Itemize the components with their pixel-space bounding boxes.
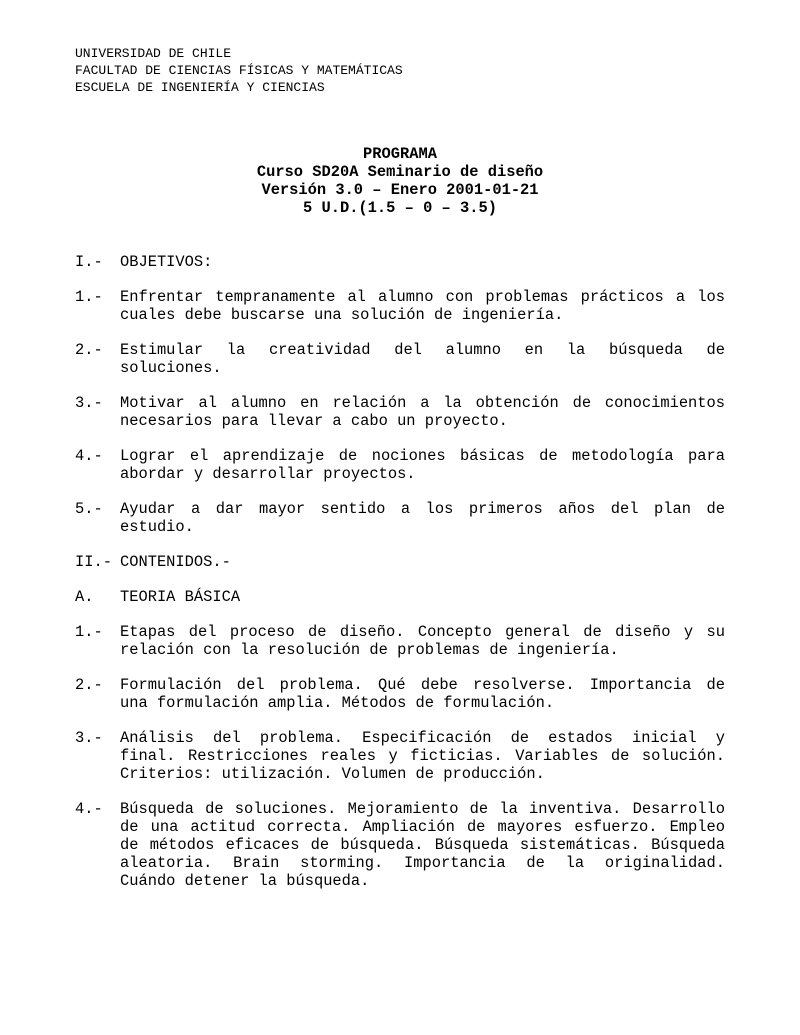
item-line: Formulación del problema. Qué debe resolverse. Importancia de — [120, 676, 725, 694]
objective-item-1 — [75, 288, 725, 324]
item-marker: II.- — [75, 553, 112, 571]
document-title: PROGRAMA — [363, 145, 437, 163]
course-name: Curso SD20A Seminario de diseño — [256, 163, 544, 181]
item-line: relación con la resolución de problemas de ingeniería. — [120, 641, 619, 659]
item-line: Enfrentar tempranamente al alumno con problemas prácticos a los — [120, 288, 725, 306]
item-line: Estimular la creatividad del alumno en la búsqueda de — [120, 341, 725, 359]
version-date-line: Versión 3.0 – Enero 2001-01-21 — [261, 181, 539, 199]
topic-item-1 — [75, 623, 725, 659]
item-line: de métodos eficaces de búsqueda. Búsqueda sistemáticas. Búsqueda — [120, 836, 725, 854]
item-marker: 5.- — [75, 500, 103, 518]
item-line: cuales debe buscarse una solución de ingeniería. — [120, 306, 564, 324]
item-line: Búsqueda de soluciones. Mejoramiento de la inventiva. Desarrollo — [120, 800, 725, 818]
item-marker: I.- — [75, 253, 103, 271]
objective-item-4 — [75, 447, 725, 483]
objective-item-3 — [75, 394, 725, 430]
title-block — [75, 145, 725, 217]
item-line: soluciones. — [120, 359, 222, 377]
section-heading-contenidos — [75, 553, 725, 571]
heading-text: OBJETIVOS: — [120, 253, 213, 271]
item-line: abordar y desarrollar proyectos. — [120, 465, 416, 483]
item-marker: 3.- — [75, 729, 103, 747]
letterhead-university: UNIVERSIDAD DE CHILE — [75, 46, 232, 61]
item-line: Motivar al alumno en relación a la obtención de conocimientos — [120, 394, 725, 412]
subsection-heading-teoria-basica — [75, 588, 725, 606]
heading-text: CONTENIDOS.- — [120, 553, 231, 571]
item-line: Etapas del proceso de diseño. Concepto general de diseño y su — [120, 623, 725, 641]
item-marker: 3.- — [75, 394, 103, 412]
letterhead-school: ESCUELA DE INGENIERÍA Y CIENCIAS — [75, 80, 325, 95]
document-body — [75, 253, 725, 890]
item-line: aleatoria. Brain storming. Importancia de la originalidad. — [120, 854, 725, 872]
letterhead — [75, 45, 725, 96]
topic-item-3 — [75, 729, 725, 783]
item-line: Análisis del problema. Especificación de estados inicial y — [120, 729, 725, 747]
item-line: necesarios para llevar a cabo un proyecto. — [120, 412, 508, 430]
letterhead-faculty: FACULTAD DE CIENCIAS FÍSICAS Y MATEMÁTICAS — [75, 63, 403, 78]
item-marker: 2.- — [75, 341, 103, 359]
item-line: Criterios: utilización. Volumen de producción. — [120, 765, 545, 783]
objective-item-5 — [75, 500, 725, 536]
topic-item-4 — [75, 800, 725, 890]
item-line: Ayudar a dar mayor sentido a los primeros años del plan de — [120, 500, 725, 518]
item-line: Lograr el aprendizaje de nociones básicas de metodología para — [120, 447, 725, 465]
item-line: de una actitud correcta. Ampliación de mayores esfuerzo. Empleo — [120, 818, 725, 836]
objective-item-2 — [75, 341, 725, 377]
item-marker: 2.- — [75, 676, 103, 694]
item-marker: 4.- — [75, 800, 103, 818]
heading-text: TEORIA BÁSICA — [120, 588, 241, 606]
item-line: final. Restricciones reales y ficticias. Variables de solución. — [120, 747, 725, 765]
item-line: Cuándo detener la búsqueda. — [120, 872, 370, 890]
topic-item-2 — [75, 676, 725, 712]
section-heading-objetivos — [75, 253, 725, 271]
item-marker: 1.- — [75, 288, 103, 306]
item-line: estudio. — [120, 518, 194, 536]
item-marker: 4.- — [75, 447, 103, 465]
item-marker: A. — [75, 588, 94, 606]
item-line: una formulación amplia. Métodos de formulación. — [120, 694, 555, 712]
item-marker: 1.- — [75, 623, 103, 641]
credits-line: 5 U.D.(1.5 – 0 – 3.5) — [303, 199, 497, 217]
